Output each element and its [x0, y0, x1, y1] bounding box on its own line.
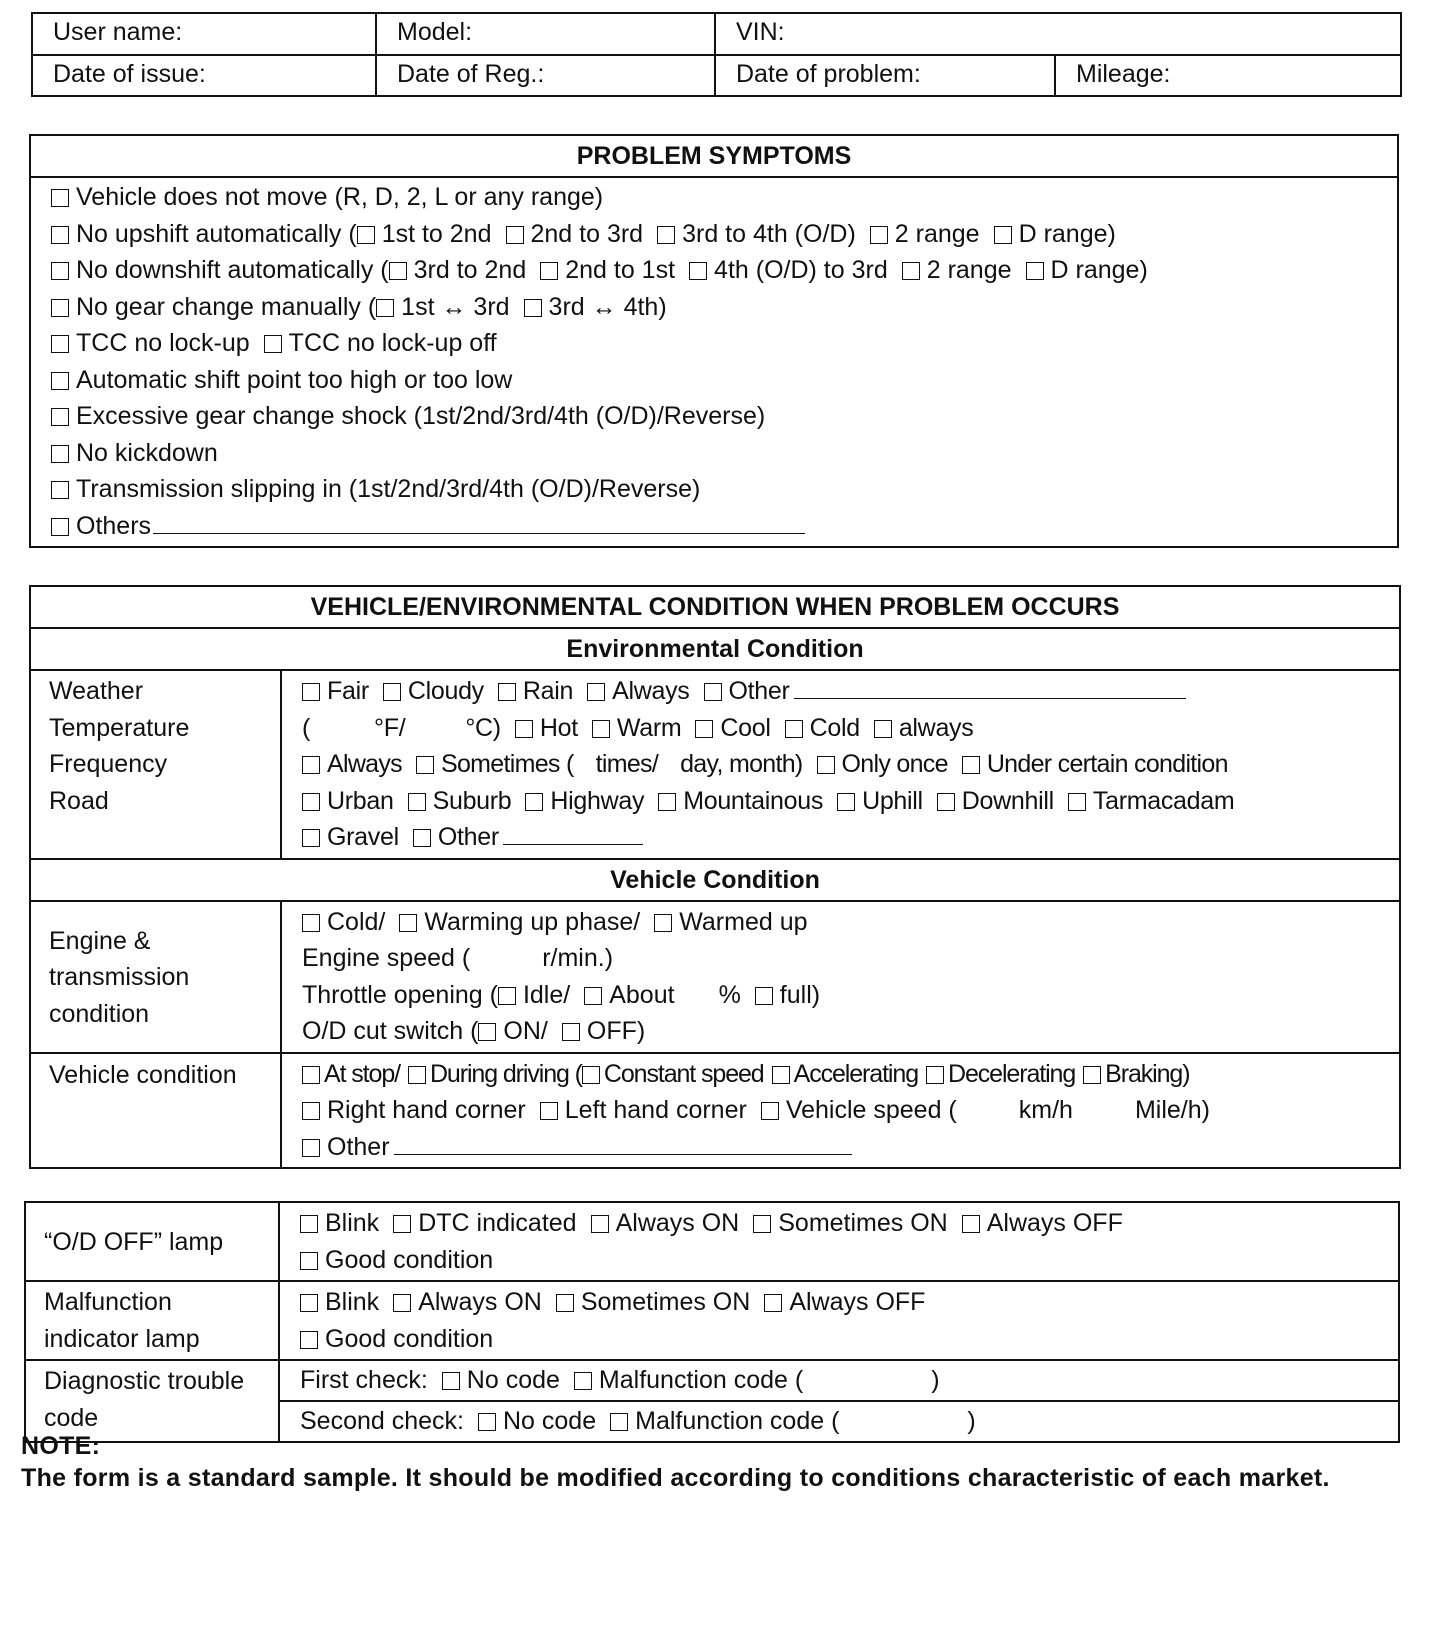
- vehicle-other-line[interactable]: [394, 1132, 852, 1155]
- symptom-shock: Excessive gear change shock (1st/2nd/3rd/4th (O/D)/Reverse): [51, 398, 1397, 435]
- temperature-options: ( °F/ °C) Hot Warm Cool Cold always: [302, 713, 974, 742]
- od-off-lamp-label: “O/D OFF” lamp: [25, 1202, 279, 1281]
- od-cut-switch: O/D cut switch ( ON/ OFF): [302, 1017, 646, 1045]
- mileage-label: Mileage:: [1076, 60, 1171, 88]
- checkbox[interactable]: [574, 1372, 592, 1390]
- checkbox[interactable]: [413, 829, 431, 847]
- checkbox[interactable]: [51, 299, 69, 317]
- throttle-opening: Throttle opening ( Idle/ About % full): [302, 980, 821, 1009]
- checkbox[interactable]: [51, 408, 69, 426]
- symptom-others: Others: [51, 508, 1397, 545]
- checkbox[interactable]: [300, 1331, 318, 1349]
- frequency-options: Always Sometimes ( times/ day, month) Only once Under certain condition: [302, 746, 1399, 783]
- checkbox[interactable]: [302, 914, 320, 932]
- conditions-title: VEHICLE/ENVIRONMENTAL CONDITION WHEN PROBLEM OCCURS: [30, 586, 1400, 628]
- checkbox[interactable]: [587, 683, 605, 701]
- mil-label: Malfunction indicator lamp: [25, 1281, 279, 1360]
- frequency-label: Frequency: [49, 750, 168, 778]
- checkbox[interactable]: [591, 1215, 609, 1233]
- checkbox[interactable]: [764, 1294, 782, 1312]
- road-options-1: Urban Suburb Highway Mountainous Uphill Downhill Tarmacadam: [302, 783, 1399, 820]
- checkbox[interactable]: [506, 226, 524, 244]
- engine-values: [281, 901, 1400, 1053]
- user-name-field[interactable]: [32, 13, 376, 55]
- weather-other-line[interactable]: [794, 676, 1186, 699]
- symptom-no-move: Vehicle does not move (R, D, 2, L or any range): [51, 179, 1397, 216]
- env-condition-title: Environmental Condition: [30, 628, 1400, 670]
- checkbox[interactable]: [610, 1413, 628, 1431]
- checkbox[interactable]: [524, 299, 542, 317]
- mil-values: [279, 1281, 1399, 1360]
- checkbox[interactable]: [389, 262, 407, 280]
- checkbox[interactable]: [302, 1139, 320, 1157]
- weather-label: Weather: [49, 677, 144, 705]
- model-field[interactable]: [376, 13, 715, 55]
- vehicle-condition-options-2: Right hand corner Left hand corner Vehicle speed ( km/h Mile/h): [302, 1092, 1399, 1129]
- checkbox[interactable]: [51, 372, 69, 390]
- checkbox[interactable]: [755, 987, 773, 1005]
- checkbox[interactable]: [300, 1215, 318, 1233]
- checkbox[interactable]: [51, 189, 69, 207]
- symptoms-list: [30, 177, 1398, 547]
- weather-options: Fair Cloudy Rain Always Other: [302, 673, 1399, 710]
- checkbox[interactable]: [962, 756, 980, 774]
- checkbox[interactable]: [393, 1215, 411, 1233]
- checkbox[interactable]: [264, 335, 282, 353]
- checkbox[interactable]: [300, 1294, 318, 1312]
- engine-speed: Engine speed ( r/min.): [302, 944, 614, 972]
- checkbox[interactable]: [302, 1066, 320, 1084]
- od-off-lamp-options: Blink DTC indicated Always ON Sometimes ON Always OFF: [300, 1205, 1398, 1242]
- checkbox[interactable]: [540, 262, 558, 280]
- symptom-no-manual-change: No gear change manually ( 1st ↔ 3rd 3rd ↔ 4th): [51, 289, 1397, 326]
- checkbox[interactable]: [51, 226, 69, 244]
- checkbox[interactable]: [51, 445, 69, 463]
- checkbox[interactable]: [302, 756, 320, 774]
- symptom-no-kickdown: No kickdown: [51, 435, 1397, 472]
- checkbox[interactable]: [772, 1066, 790, 1084]
- mileage-field[interactable]: [1055, 55, 1401, 96]
- checkbox[interactable]: [926, 1066, 944, 1084]
- env-values: [281, 670, 1400, 859]
- date-of-problem-field[interactable]: [715, 55, 1055, 96]
- checkbox[interactable]: [753, 1215, 771, 1233]
- vehicle-condition-title: Vehicle Condition: [30, 859, 1400, 901]
- temperature-label: Temperature: [49, 713, 190, 742]
- checkbox[interactable]: [357, 226, 375, 244]
- checkbox[interactable]: [1083, 1066, 1101, 1084]
- problem-symptoms-table: [29, 134, 1399, 548]
- symptom-no-upshift: No upshift automatically ( 1st to 2nd 2nd to 3rd 3rd to 4th (O/D) 2 range D range): [51, 216, 1397, 253]
- lamps-table: [24, 1201, 1400, 1443]
- checkbox[interactable]: [937, 793, 955, 811]
- symptom-no-downshift: No downshift automatically ( 3rd to 2nd 2nd to 1st 4th (O/D) to 3rd 2 range D range): [51, 252, 1397, 289]
- dtc-second-check: Second check: No code Malfunction code ( ): [279, 1401, 1399, 1442]
- checkbox[interactable]: [874, 720, 892, 738]
- vehicle-condition-options-1: At stop/ During driving ( Constant speed Accelerating Decelerating Braking): [302, 1056, 1399, 1093]
- road-options-2: Gravel Other: [302, 819, 1399, 856]
- dtc-first-check: First check: No code Malfunction code ( ): [279, 1360, 1399, 1401]
- checkbox[interactable]: [383, 683, 401, 701]
- checkbox[interactable]: [515, 720, 533, 738]
- checkbox[interactable]: [562, 1023, 580, 1041]
- checkbox[interactable]: [592, 720, 610, 738]
- symptom-shift-point: Automatic shift point too high or too low: [51, 362, 1397, 399]
- problem-symptoms-title: PROBLEM SYMPTOMS: [30, 135, 1398, 177]
- note-text: The form is a standard sample. It should be modified according to conditions characteristic of each market.: [21, 1464, 1330, 1492]
- checkbox[interactable]: [302, 829, 320, 847]
- user-name-label: User name:: [53, 18, 183, 46]
- engine-label: Engine & transmission condition: [30, 901, 281, 1053]
- checkbox[interactable]: [654, 914, 672, 932]
- dtc-label: Diagnostic trouble code: [25, 1360, 279, 1442]
- checkbox[interactable]: [540, 1102, 558, 1120]
- road-label: Road: [49, 786, 109, 815]
- checkbox[interactable]: [408, 1066, 426, 1084]
- checkbox[interactable]: [393, 1294, 411, 1312]
- model-label: Model:: [397, 18, 473, 46]
- checkbox[interactable]: [51, 518, 69, 536]
- checkbox[interactable]: [376, 299, 394, 317]
- checkbox[interactable]: [761, 1102, 779, 1120]
- checkbox[interactable]: [704, 683, 722, 701]
- vehicle-condition-label: Vehicle condition: [30, 1053, 281, 1169]
- checkbox[interactable]: [657, 226, 675, 244]
- date-of-issue-field[interactable]: [32, 55, 376, 96]
- checkbox[interactable]: [785, 720, 803, 738]
- checkbox[interactable]: [525, 793, 543, 811]
- checkbox[interactable]: [556, 1294, 574, 1312]
- checkbox[interactable]: [994, 226, 1012, 244]
- checkbox[interactable]: [658, 793, 676, 811]
- checkbox[interactable]: [300, 1252, 318, 1270]
- od-off-lamp-good: Good condition: [300, 1242, 1398, 1279]
- checkbox[interactable]: [416, 756, 434, 774]
- checkbox[interactable]: [498, 987, 516, 1005]
- checkbox[interactable]: [582, 1066, 600, 1084]
- checkbox[interactable]: [1068, 793, 1086, 811]
- checkbox[interactable]: [442, 1372, 460, 1390]
- road-other-line[interactable]: [503, 822, 643, 845]
- od-off-lamp-values: [279, 1202, 1399, 1281]
- date-of-reg-label: Date of Reg.:: [397, 60, 545, 88]
- checkbox[interactable]: [399, 914, 417, 932]
- note: [21, 1430, 1401, 1494]
- checkbox[interactable]: [695, 720, 713, 738]
- note-heading: NOTE:: [21, 1432, 101, 1460]
- checkbox[interactable]: [478, 1413, 496, 1431]
- checkbox[interactable]: [51, 335, 69, 353]
- symptom-slipping: Transmission slipping in (1st/2nd/3rd/4th (O/D)/Reverse): [51, 471, 1397, 508]
- checkbox[interactable]: [302, 683, 320, 701]
- checkbox[interactable]: [584, 987, 602, 1005]
- mil-good: Good condition: [300, 1321, 1398, 1358]
- header-table: [31, 12, 1402, 97]
- checkbox[interactable]: [51, 481, 69, 499]
- env-labels: [30, 670, 281, 859]
- checkbox[interactable]: [302, 1102, 320, 1120]
- symptom-tcc: TCC no lock-up TCC no lock-up off: [51, 325, 1397, 362]
- checkbox[interactable]: [837, 793, 855, 811]
- others-blank-line[interactable]: [153, 511, 805, 534]
- checkbox[interactable]: [478, 1023, 496, 1041]
- checkbox[interactable]: [51, 262, 69, 280]
- checkbox[interactable]: [962, 1215, 980, 1233]
- vehicle-condition-other: Other: [302, 1129, 1399, 1166]
- vin-label: VIN:: [736, 18, 785, 46]
- checkbox[interactable]: [689, 262, 707, 280]
- checkbox[interactable]: [408, 793, 426, 811]
- vin-field[interactable]: [715, 13, 1401, 55]
- checkbox[interactable]: [817, 756, 835, 774]
- checkbox[interactable]: [302, 793, 320, 811]
- mil-options: Blink Always ON Sometimes ON Always OFF: [300, 1284, 1398, 1321]
- date-of-issue-label: Date of issue:: [53, 60, 206, 88]
- conditions-table: [29, 585, 1401, 1169]
- engine-temp-options: Cold/ Warming up phase/ Warmed up: [302, 904, 1399, 941]
- date-of-problem-label: Date of problem:: [736, 60, 921, 88]
- date-of-reg-field[interactable]: [376, 55, 715, 96]
- vehicle-condition-values: [281, 1053, 1400, 1169]
- checkbox[interactable]: [870, 226, 888, 244]
- checkbox[interactable]: [902, 262, 920, 280]
- checkbox[interactable]: [1026, 262, 1044, 280]
- checkbox[interactable]: [498, 683, 516, 701]
